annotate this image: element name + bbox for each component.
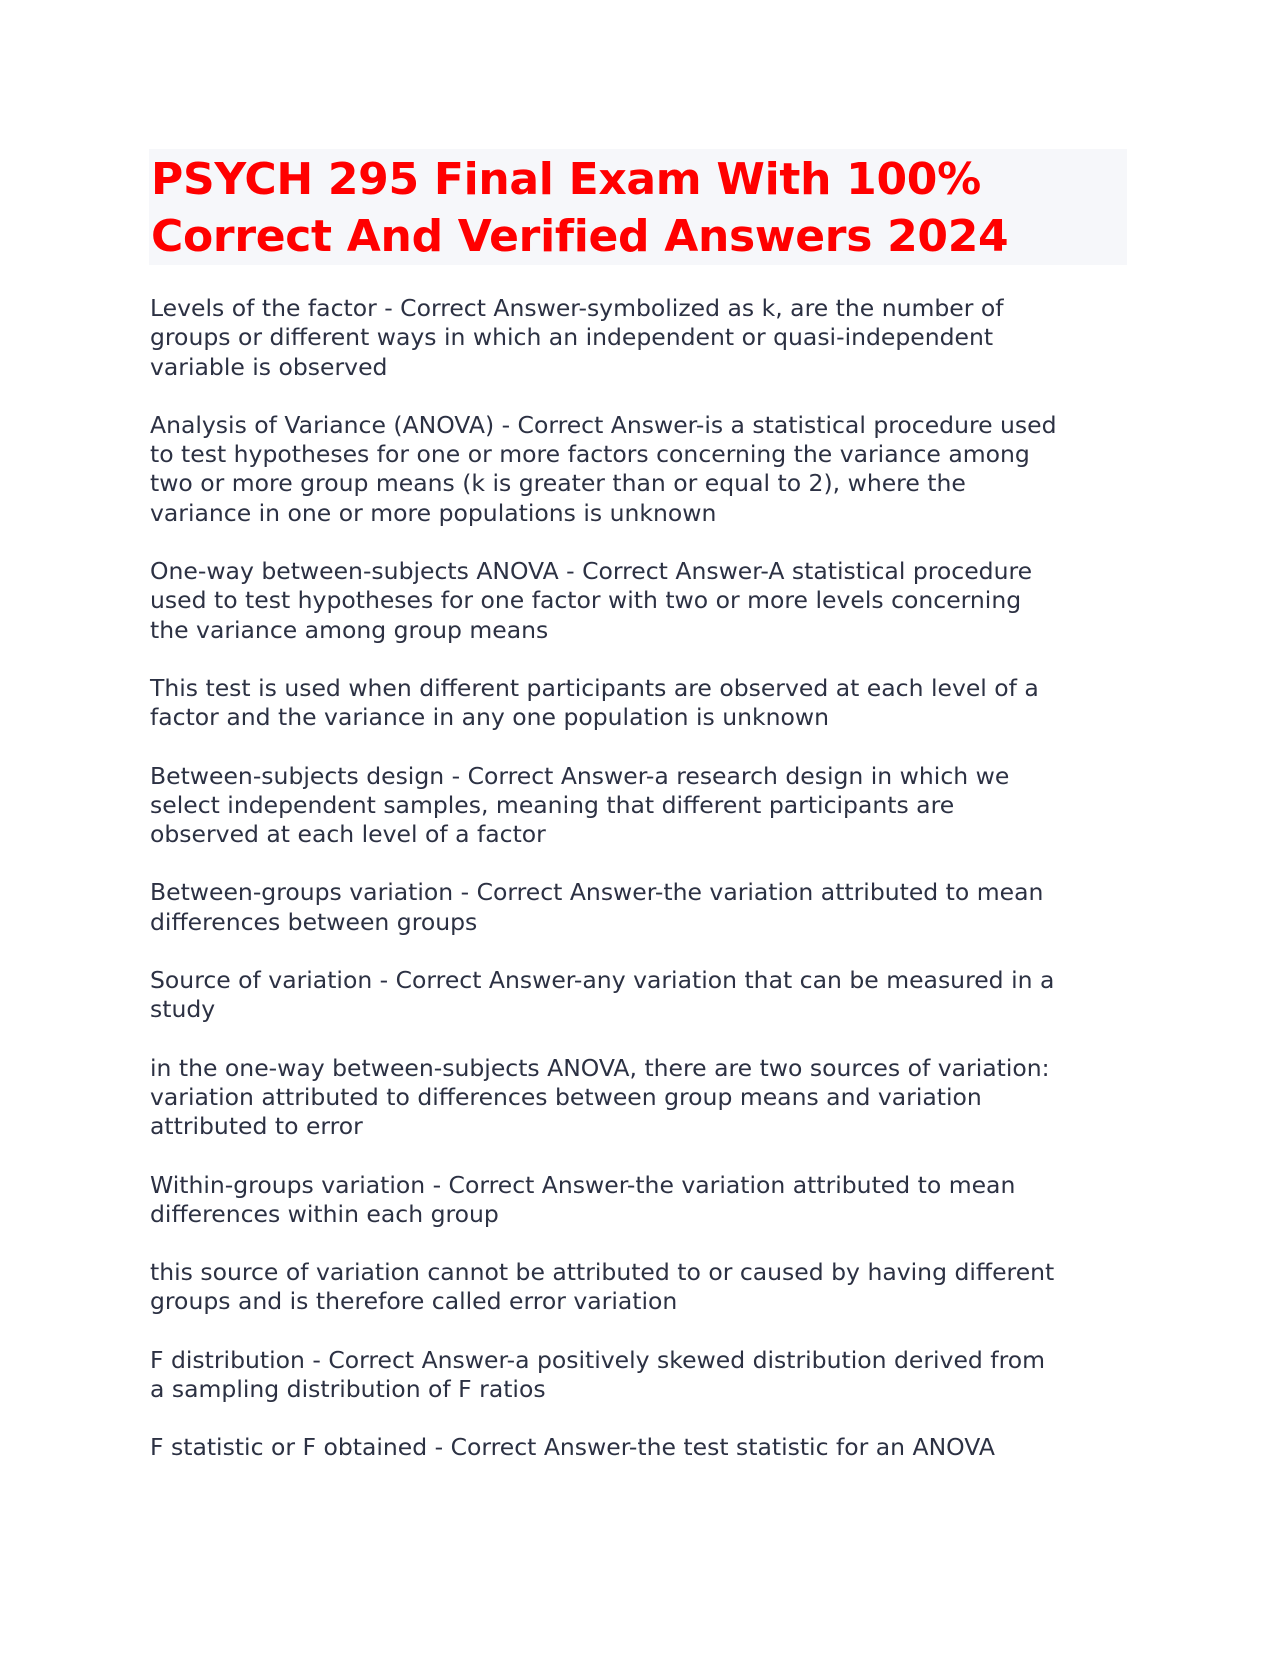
entry-text-line: study bbox=[150, 995, 216, 1024]
entry-text-line: select independent samples, meaning that different participants are bbox=[150, 790, 955, 819]
entry-paragraph bbox=[150, 1171, 1140, 1230]
entry-text-line: two or more group means (k is greater than or equal to 2), where the bbox=[150, 469, 966, 498]
entry-text-line: a sampling distribution of F ratios bbox=[150, 1375, 546, 1404]
entry-text-line: One-way between-subjects ANOVA - Correct Answer-A statistical procedure bbox=[150, 557, 1033, 586]
entry-text-line: variance in one or more populations is unknown bbox=[150, 498, 717, 527]
entry-paragraph bbox=[150, 1258, 1140, 1317]
entry-paragraph bbox=[150, 1346, 1140, 1405]
document-title bbox=[149, 149, 1127, 265]
title-line-1: PSYCH 295 Final Exam With 100% bbox=[151, 154, 981, 205]
entry-text-line: variation attributed to differences between group means and variation bbox=[150, 1082, 982, 1111]
entry-text-line: attributed to error bbox=[150, 1112, 363, 1141]
entry-text-line: to test hypotheses for one or more factors concerning the variance among bbox=[150, 440, 1030, 469]
entry-text-line: This test is used when different participants are observed at each level of a bbox=[150, 673, 1039, 702]
entry-paragraph bbox=[150, 762, 1140, 850]
entry-paragraph bbox=[150, 1054, 1140, 1142]
entry-text-line: used to test hypotheses for one factor with two or more levels concerning bbox=[150, 586, 1022, 615]
entry-text-line: in the one-way between-subjects ANOVA, there are two sources of variation: bbox=[150, 1053, 1050, 1082]
entry-paragraph bbox=[150, 1433, 1140, 1462]
entry-paragraph bbox=[150, 557, 1140, 645]
entry-text-line: F distribution - Correct Answer-a positively skewed distribution derived from bbox=[150, 1345, 1045, 1374]
entry-paragraph bbox=[150, 294, 1140, 382]
entry-text-line: variable is observed bbox=[150, 352, 388, 381]
title-line-2: Correct And Verified Answers 2024 bbox=[151, 211, 1009, 262]
entry-text-line: the variance among group means bbox=[150, 615, 549, 644]
entry-text-line: Levels of the factor - Correct Answer-symbolized as k, are the number of bbox=[150, 294, 1004, 322]
entry-text-line: Between-groups variation - Correct Answer-the variation attributed to mean bbox=[150, 878, 1044, 907]
entry-text-line: Source of variation - Correct Answer-any variation that can be measured in a bbox=[150, 966, 1055, 995]
entry-paragraph bbox=[150, 966, 1140, 1025]
entry-text-line: differences within each group bbox=[150, 1199, 499, 1228]
entry-paragraph bbox=[150, 878, 1140, 937]
entry-text-line: factor and the variance in any one population is unknown bbox=[150, 703, 829, 732]
entry-list bbox=[150, 294, 1140, 1492]
entry-text-line: Analysis of Variance (ANOVA) - Correct Answer-is a statistical procedure used bbox=[150, 410, 1057, 439]
entry-text-line: F statistic or F obtained - Correct Answer-the test statistic for an ANOVA bbox=[150, 1433, 995, 1462]
entry-text-line: observed at each level of a factor bbox=[150, 820, 546, 849]
entry-text-line: Between-subjects design - Correct Answer-a research design in which we bbox=[150, 761, 1010, 790]
entry-text-line: differences between groups bbox=[150, 907, 478, 936]
entry-text-line: this source of variation cannot be attributed to or caused by having different bbox=[150, 1258, 1055, 1287]
entry-paragraph bbox=[150, 674, 1140, 733]
entry-text-line: groups and is therefore called error variation bbox=[150, 1287, 678, 1316]
entry-text-line: Within-groups variation - Correct Answer-the variation attributed to mean bbox=[150, 1170, 1016, 1199]
entry-text-line: groups or different ways in which an independent or quasi-independent bbox=[150, 323, 994, 352]
entry-paragraph bbox=[150, 411, 1140, 528]
